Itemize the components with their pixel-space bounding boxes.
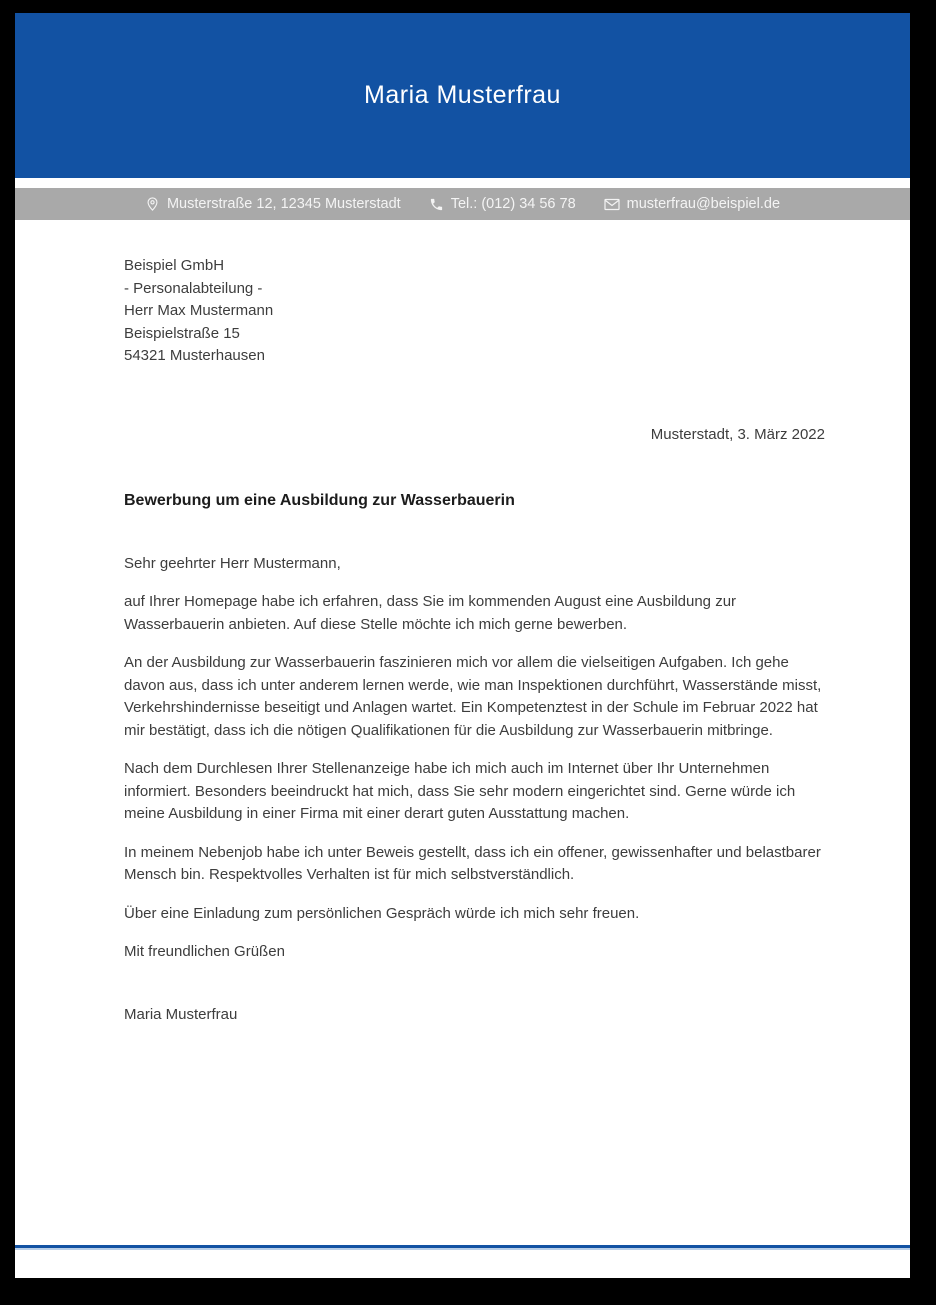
paragraph: auf Ihrer Homepage habe ich erfahren, dass Sie im kommenden August eine Ausbildung zur Wasserbauerin anbieten. Auf diese Stelle möchte ich mich gerne bewerben. <box>124 593 737 633</box>
contact-email <box>604 196 780 212</box>
footer-accent-line <box>15 1245 910 1250</box>
paragraph: Über eine Einladung zum persönlichen Gespräch würde ich mich sehr freuen. <box>124 904 640 922</box>
letter-page <box>15 13 910 1278</box>
paragraph: In meinem Nebenjob habe ich unter Beweis gestellt, dass ich ein offener, gewissenhafter und belastbarer Mensch bin. Respektvolles Verhalten ist für mich selbstverständlich. <box>124 843 821 883</box>
phone-icon <box>429 197 444 212</box>
contact-phone-text: Tel.: (012) 34 56 78 <box>450 196 576 212</box>
recipient-line: Herr Max Mustermann <box>124 302 274 319</box>
closing: Mit freundlichen Grüßen <box>124 943 285 960</box>
envelope-icon <box>604 198 620 211</box>
letter-body <box>15 220 910 1026</box>
contact-phone <box>429 196 576 212</box>
recipient-line: Beispiel GmbH <box>124 257 225 274</box>
paragraph: Nach dem Durchlesen Ihrer Stellenanzeige habe ich mich auch im Internet über Ihr Unternehmen informiert. Besonders beeindruckt hat mich, dass Sie sehr modern eingerichtet sind. Gerne würde ich meine Ausbildung in einer Firma mit einer derart guten Ausstattung machen. <box>124 760 796 822</box>
contact-email-text: musterfrau@beispiel.de <box>626 196 781 212</box>
contact-bar <box>15 188 910 220</box>
header-divider <box>15 178 910 188</box>
recipient-line: - Personalabteilung - <box>124 279 263 297</box>
signature: Maria Musterfrau <box>124 1005 238 1023</box>
page-title: Maria Musterfrau <box>364 81 561 109</box>
recipient-address <box>124 255 825 368</box>
recipient-line: Beispielstraße 15 <box>124 324 240 342</box>
recipient-line: 54321 Musterhausen <box>124 347 265 364</box>
date-line: Musterstadt, 3. März 2022 <box>650 425 825 443</box>
footer-accent-line-light <box>15 1248 910 1250</box>
contact-address-text: Musterstraße 12, 12345 Musterstadt <box>166 196 401 212</box>
paragraph: An der Ausbildung zur Wasserbauerin faszinieren mich vor allem die vielseitigen Aufgaben. Ich gehe davon aus, dass ich unter anderem lernen werde, wie man Inspektionen durchführt, Wasserstände misst, Verkehrshindernisse beseitigt und Anlagen wartet. Ein Kompetenztest in der Schule im Februar 2022 hat mir bestätigt, dass ich die nötigen Qualifikationen für die Ausbildung zur Wasserbauerin mitbringe. <box>124 654 822 739</box>
header-banner <box>15 13 910 178</box>
subject-line: Bewerbung um eine Ausbildung zur Wasserbauerin <box>124 492 515 509</box>
contact-address <box>145 196 401 212</box>
location-pin-icon <box>145 196 160 212</box>
salutation: Sehr geehrter Herr Mustermann, <box>124 554 341 572</box>
